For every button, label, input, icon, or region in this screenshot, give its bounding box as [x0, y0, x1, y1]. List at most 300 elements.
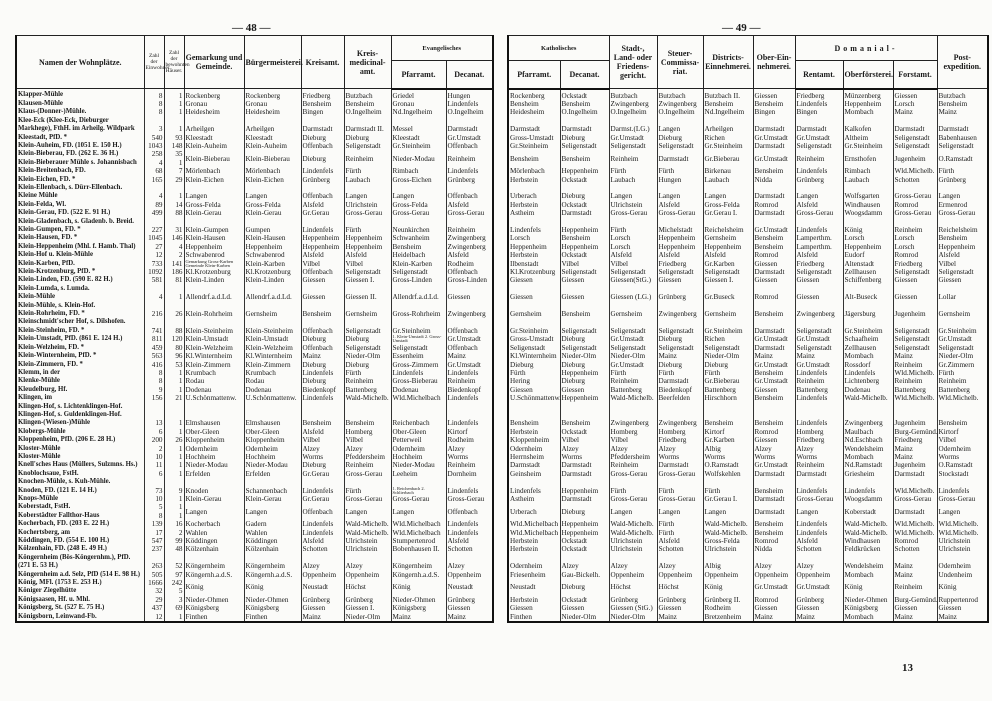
post-cell: Wld.Michelb.	[937, 394, 988, 402]
page-gutter	[493, 108, 508, 116]
ober-einnehmerei-cell: Bensheim	[753, 167, 795, 175]
districts-cell	[703, 218, 753, 226]
kath-decanat-cell: Heppenheim	[560, 394, 609, 402]
place-name: Klingen-Hof, s. Guldenklingen-Hof.	[16, 411, 144, 419]
page-gutter	[493, 100, 508, 108]
steuer-cell: Heppenheim	[657, 243, 703, 251]
post-cell: Ruppertenrod	[937, 596, 988, 604]
oberfoersterei-cell: Alt-Buseck	[843, 293, 893, 301]
post-cell: Butzbach	[937, 89, 988, 100]
buergermeisterei-cell: Langen	[244, 192, 301, 200]
page-gutter	[493, 579, 508, 587]
kath-decanat-cell: Heppenheim	[560, 520, 609, 528]
districts-cell: König	[703, 579, 753, 596]
einwohner-count: 32	[144, 587, 164, 595]
haeuser-count: 5	[164, 587, 184, 595]
place-name: Klein-Heppenheim (Mhl. f. Hamb. Thal)	[16, 243, 144, 251]
place-name: Klein-Steinheim, FD. *	[16, 327, 144, 335]
forstamt-cell: Seligenstadt	[893, 327, 937, 335]
place-name: Klein-Umstadt, PfD. (861 E. 124 H.)	[16, 335, 144, 343]
post-cell: Gernsheim	[937, 310, 988, 318]
districts-cell: Albig	[703, 445, 753, 453]
ev-decanat-cell: Offenbach	[446, 268, 493, 276]
page-gutter	[493, 596, 508, 604]
kreisamt-cell: Vilbel	[301, 436, 344, 444]
table-row	[16, 377, 988, 385]
ev-pfarramt-cell: König	[391, 579, 446, 596]
buergermeisterei-cell: Langen	[244, 503, 301, 520]
post-cell: Mainz	[937, 613, 988, 622]
oberfoersterei-cell: Heppenheim	[843, 243, 893, 251]
post-cell: Wld.Michelb.	[937, 520, 988, 528]
kreismedicinalamt-cell: Langen	[344, 192, 391, 200]
gemarkung-cell: König	[184, 579, 244, 596]
page-gutter	[493, 184, 508, 192]
ober-einnehmerei-cell: Darmstadt	[753, 495, 795, 503]
haeuser-count: 93	[164, 134, 184, 142]
einwohner-count: 68	[144, 167, 164, 175]
buergermeisterei-cell: Nieder-Ohmen	[244, 596, 301, 604]
kath-decanat-cell: Darmstadt	[560, 470, 609, 478]
place-name: Klein-Felda, Wl.	[16, 201, 144, 209]
steuer-cell: Fürth	[657, 369, 703, 377]
kreismedicinalamt-cell: Giessen II.	[344, 293, 391, 301]
gericht-cell: Laubach	[609, 176, 657, 184]
page-gutter	[493, 377, 508, 385]
rentamt-cell: Lindenfels	[795, 226, 843, 234]
gericht-cell: Giessen (LG.)	[609, 293, 657, 301]
oberfoersterei-cell: Nieder-Ohmen	[843, 596, 893, 604]
ober-einnehmerei-cell: Nidda	[753, 545, 795, 553]
forstamt-cell	[893, 184, 937, 192]
page-gutter	[493, 226, 508, 234]
forstamt-cell: Romrod	[893, 537, 937, 545]
haeuser-count	[164, 302, 184, 310]
kreisamt-cell: Alsfeld	[301, 428, 344, 436]
oberfoersterei-cell: Lindenfels	[843, 487, 893, 495]
ev-decanat-cell: Reinheim	[446, 461, 493, 469]
kreismedicinalamt-cell: Nieder-Olm	[344, 352, 391, 360]
kath-decanat-cell: Worms	[560, 453, 609, 461]
header-kreismedicinalamt: Kreis-medicinal-amt.	[344, 36, 391, 89]
gemarkung-cell: Schwabenrod	[184, 251, 244, 259]
gemarkung-cell: Nieder-Ohmen	[184, 596, 244, 604]
rentamt-cell: Gr.Umstadt	[795, 134, 843, 142]
rentamt-cell: Bingen	[795, 108, 843, 116]
table-row	[16, 419, 988, 427]
kreisamt-cell: Gr.Gerau	[301, 470, 344, 478]
gericht-cell: Homberg	[609, 428, 657, 436]
gemarkung-cell: Wahlen	[184, 529, 244, 537]
gemarkung-cell	[184, 302, 244, 310]
table-row	[16, 201, 988, 209]
einwohner-count: 416	[144, 361, 164, 369]
gericht-cell: Reinheim	[609, 461, 657, 469]
kath-pfarramt-cell	[508, 218, 560, 226]
kreisamt-cell: Alsfeld	[301, 537, 344, 545]
gericht-cell: Wald-Michelb.	[609, 394, 657, 402]
kreismedicinalamt-cell: Fürth	[344, 167, 391, 175]
einwohner-count: 437	[144, 604, 164, 612]
oberfoersterei-cell: Altheim	[843, 134, 893, 142]
kreismedicinalamt-cell	[344, 411, 391, 419]
place-name: Klein-Gerau, FD. (522 E. 91 H.)	[16, 209, 144, 217]
page-gutter	[493, 487, 508, 495]
ev-decanat-cell: Oppenheim	[446, 571, 493, 579]
ober-einnehmerei-cell	[753, 285, 795, 293]
kreismedicinalamt-cell: Bensheim	[344, 100, 391, 108]
header-kreisamt: Kreisamt.	[301, 36, 344, 89]
kreisamt-cell: Grünberg	[301, 596, 344, 604]
forstamt-cell: Darmstadt	[893, 503, 937, 520]
header-ober: Ober-Ein-nehmerei.	[753, 36, 795, 89]
kreisamt-cell: Alsfeld	[301, 201, 344, 209]
place-name: Klein-Krotzenburg, PfD. *	[16, 268, 144, 276]
table-row	[16, 579, 988, 587]
einwohner-count	[144, 218, 164, 226]
einwohner-count: 10	[144, 495, 164, 503]
districts-cell: Arheilgen	[703, 117, 753, 134]
forstamt-cell: Jugenheim	[893, 419, 937, 427]
ev-pfarramt-cell	[391, 184, 446, 192]
kreisamt-cell: Bensheim	[301, 310, 344, 318]
oberfoersterei-cell	[843, 478, 893, 486]
buergermeisterei-cell	[244, 411, 301, 419]
ev-pfarramt-cell: Nd.Ingelheim	[391, 108, 446, 116]
kath-decanat-cell: Heppenheim	[560, 243, 609, 251]
ev-pfarramt-cell: Nieder-Modau	[391, 150, 446, 167]
gericht-cell: Gross-Gerau	[609, 495, 657, 503]
gericht-cell: Nieder-Olm	[609, 613, 657, 622]
einwohner-count: 8	[144, 100, 164, 108]
haeuser-count: 53	[164, 361, 184, 369]
steuer-cell: Dieburg	[657, 361, 703, 369]
oberfoersterei-cell: Mombach	[843, 571, 893, 579]
table-row	[16, 134, 988, 142]
haeuser-count: 52	[164, 554, 184, 571]
ev-decanat-cell	[446, 285, 493, 293]
kath-decanat-cell: O.Ingelheim	[560, 108, 609, 116]
kath-decanat-cell	[560, 285, 609, 293]
kath-decanat-cell: Ockstadt	[560, 176, 609, 184]
gericht-cell: Langen	[609, 503, 657, 520]
kreisamt-cell: Lindenfels	[301, 369, 344, 377]
gericht-cell: Seligenstadt	[609, 327, 657, 335]
kath-decanat-cell: Seligenstadt	[560, 327, 609, 335]
place-name: Knops-Mühle	[16, 495, 144, 503]
gericht-cell: Höchst	[609, 579, 657, 596]
einwohner-count: 505	[144, 571, 164, 579]
haeuser-count: 3	[164, 596, 184, 604]
districts-cell: Ulrichstein	[703, 545, 753, 553]
kreismedicinalamt-cell: Wald-Michelb.	[344, 520, 391, 528]
forstamt-cell: Schotten	[893, 176, 937, 184]
steuer-cell: Hungen	[657, 176, 703, 184]
page-gutter	[493, 571, 508, 579]
gemarkung-cell	[184, 285, 244, 293]
steuer-cell: Michelstadt	[657, 226, 703, 234]
haeuser-count: 1	[164, 428, 184, 436]
table-row	[16, 293, 988, 301]
einwohner-count: 17	[144, 529, 164, 537]
steuer-cell: Heppenheim	[657, 234, 703, 242]
table-row	[16, 251, 988, 259]
ober-einnehmerei-cell: Gr.Umstadt	[753, 134, 795, 142]
kath-pfarramt-cell: Giessen	[508, 386, 560, 394]
buergermeisterei-cell	[244, 218, 301, 226]
rentamt-cell: Schotten	[795, 545, 843, 553]
kreismedicinalamt-cell	[344, 184, 391, 192]
steuer-cell: Darmstadt	[657, 150, 703, 167]
post-cell: Odernheim	[937, 445, 988, 453]
place-name: Königsborn, Leinwand-Fb.	[16, 613, 144, 622]
kreisamt-cell: Oppenheim	[301, 571, 344, 579]
kath-pfarramt-cell: Urberach	[508, 503, 560, 520]
page-gutter	[493, 318, 508, 326]
kreisamt-cell: Gr.Gerau	[301, 495, 344, 503]
kath-decanat-cell: Seligenstadt	[560, 142, 609, 150]
ev-decanat-cell: Alzey	[446, 554, 493, 571]
gemarkung-cell: Gemarkung Gross-Karben Gemeinde Klein-Karben	[184, 260, 244, 268]
buergermeisterei-cell: Schannenbach	[244, 487, 301, 495]
gericht-cell: Gr.Umstadt	[609, 134, 657, 142]
districts-cell: Gernsheim	[703, 310, 753, 318]
districts-cell: Worms	[703, 453, 753, 461]
table-row	[16, 596, 988, 604]
kreisamt-cell: Vilbel	[301, 260, 344, 268]
rentamt-cell: Alzey	[795, 554, 843, 571]
gemarkung-cell: Heidesheim	[184, 108, 244, 116]
table-row	[16, 478, 988, 486]
place-name: Koberstädter Fallthor-Haus	[16, 512, 144, 520]
rentamt-cell	[795, 318, 843, 326]
table-row	[16, 234, 988, 242]
buergermeisterei-cell: Gadern	[244, 520, 301, 528]
haeuser-count: 80	[164, 344, 184, 352]
buergermeisterei-cell: Rockenberg	[244, 89, 301, 100]
gericht-cell: Seligenstadt	[609, 268, 657, 276]
haeuser-count: 31	[164, 226, 184, 234]
districts-cell: Alsfeld	[703, 251, 753, 259]
einwohner-count	[144, 285, 164, 293]
gemarkung-cell: Königsberg	[184, 604, 244, 612]
buergermeisterei-cell: Nieder-Modau	[244, 461, 301, 469]
buergermeisterei-cell: Dodenau	[244, 386, 301, 394]
place-name: Königsberg, St. (527 E. 75 H.)	[16, 604, 144, 612]
gericht-cell: Fürth	[609, 226, 657, 234]
post-cell: Mainz	[937, 108, 988, 116]
buergermeisterei-cell: Köddingen	[244, 537, 301, 545]
table-row	[16, 243, 988, 251]
districts-cell: Kirtorf	[703, 428, 753, 436]
kath-pfarramt-cell: Wld.Michelbach	[510, 520, 559, 529]
kreisamt-cell: Alzey	[301, 554, 344, 571]
ober-einnehmerei-cell: Gr.Umstadt	[753, 377, 795, 385]
header-katholisch: Katholisches	[508, 36, 609, 61]
page-gutter	[493, 613, 508, 622]
oberfoersterei-cell: Nd.Ramstadt	[843, 461, 893, 469]
haeuser-count: 88	[164, 327, 184, 335]
ev-pfarramt-cell: Dodenau	[391, 386, 446, 394]
oberfoersterei-cell: Münzenberg	[843, 89, 893, 100]
haeuser-count: 1	[164, 495, 184, 503]
haeuser-count: 97	[164, 571, 184, 579]
table-row	[16, 369, 988, 377]
steuer-cell: Langen	[657, 117, 703, 134]
page-gutter	[493, 386, 508, 394]
rentamt-cell: Alzey	[795, 445, 843, 453]
haeuser-count: 1	[164, 117, 184, 134]
einwohner-count: 6	[144, 428, 164, 436]
steuer-cell: Alsfeld	[657, 251, 703, 259]
page-gutter	[493, 201, 508, 209]
kreismedicinalamt-cell	[344, 218, 391, 226]
haeuser-count: 1	[164, 100, 184, 108]
post-cell	[937, 478, 988, 486]
kreismedicinalamt-cell: Heppenheim	[344, 234, 391, 242]
districts-cell: Gross-Felda	[703, 537, 753, 545]
kath-decanat-cell: Dieburg	[560, 579, 609, 596]
kath-decanat-cell: Ockstadt	[560, 428, 609, 436]
table-row	[16, 428, 988, 436]
post-cell: Odernheim	[937, 554, 988, 571]
districts-cell: Gr.Buseck	[703, 293, 753, 301]
place-name: Kölzenhain, FD. (248 E. 49 H.)	[16, 545, 144, 553]
gericht-cell: Oppenheim	[609, 571, 657, 579]
table-row	[16, 503, 988, 511]
forstamt-cell: Giessen	[893, 293, 937, 301]
gemarkung-cell: Klein-Zimmern	[184, 361, 244, 369]
rentamt-cell	[795, 184, 843, 192]
kath-decanat-cell: Dieburg	[560, 134, 609, 142]
einwohner-count: 165	[144, 176, 164, 184]
steuer-cell: Zwingenberg	[657, 419, 703, 427]
kreismedicinalamt-cell: O.Ingelheim	[344, 108, 391, 116]
districts-cell: Gross-Felda	[703, 201, 753, 209]
forstamt-cell	[893, 478, 937, 486]
kreismedicinalamt-cell: Dieburg	[344, 361, 391, 369]
post-cell: Fürth	[937, 167, 988, 175]
header-post: Post-expedition.	[937, 36, 988, 89]
kath-pfarramt-cell: Kloppenheim	[508, 436, 560, 444]
forstamt-cell	[893, 403, 937, 411]
gemarkung-cell: Klein-Hausen	[184, 234, 244, 242]
steuer-cell: Alzey	[657, 554, 703, 571]
districts-cell	[703, 285, 753, 293]
districts-cell: Wald-Michelb.	[703, 529, 753, 537]
districts-cell: Nieder-Olm	[703, 352, 753, 360]
gemarkung-cell	[184, 318, 244, 326]
haeuser-count: 146	[164, 234, 184, 242]
place-name: Klingen, im	[16, 394, 144, 402]
steuer-cell: Langen	[657, 192, 703, 200]
gericht-cell: Ulrichstein	[609, 545, 657, 553]
page-gutter	[493, 529, 508, 537]
kath-pfarramt-cell: U.Schönmattenw.	[510, 394, 562, 403]
kath-decanat-cell: Giessen	[560, 293, 609, 301]
forstamt-cell: Burg-Gemünd.	[894, 595, 938, 604]
kath-pfarramt-cell: Gr.Steinheim	[508, 142, 560, 150]
rentamt-cell: Mainz	[795, 613, 843, 622]
post-cell	[937, 318, 988, 326]
districts-cell: Bensheim	[703, 100, 753, 108]
haeuser-count: 1	[164, 503, 184, 511]
place-name: Klein-Hausen, FD. *	[16, 234, 144, 242]
haeuser-count: 1	[164, 386, 184, 394]
kreismedicinalamt-cell: Ulrichstein	[344, 545, 391, 553]
rentamt-cell: Giessen	[795, 293, 843, 301]
forstamt-cell: Reinheim	[893, 361, 937, 369]
page-gutter	[493, 134, 508, 142]
einwohner-count: 9	[144, 386, 164, 394]
rentamt-cell: Alsfeld	[795, 251, 843, 259]
post-cell: König	[937, 579, 988, 596]
ober-einnehmerei-cell: Bingen	[753, 108, 795, 116]
forstamt-cell: Mainz	[893, 108, 937, 116]
page-gutter	[493, 218, 508, 226]
districts-cell: Gr.Gerau I.	[703, 495, 753, 503]
place-name: Klein-Ellenbach, s. Dürr-Ellenbach.	[16, 184, 144, 192]
kreisamt-cell: Worms	[301, 453, 344, 461]
oberfoersterei-cell: Ernsthofen	[843, 150, 893, 167]
haeuser-count: 242	[164, 579, 184, 587]
ober-einnehmerei-cell: Darmstadt	[753, 344, 795, 352]
steuer-cell: Friedberg	[657, 436, 703, 444]
ober-einnehmerei-cell: Romrod	[753, 428, 795, 436]
kath-pfarramt-cell: Lindenfels	[508, 226, 560, 234]
oberfoersterei-cell: Nd.Eschbach	[843, 436, 893, 444]
forstamt-cell: Romrod	[893, 251, 937, 259]
place-name: Knoden, FD. (121 E. 14 H.)	[16, 487, 144, 495]
post-cell: Bensheim	[937, 234, 988, 242]
table-row	[16, 529, 988, 537]
steuer-cell: Höchst	[657, 579, 703, 596]
place-name: Kloppenheim, PfD. (206 E. 28 H.)	[16, 436, 144, 444]
kath-decanat-cell: Giessen	[560, 386, 609, 394]
post-cell: Grünberg	[937, 176, 988, 184]
ev-decanat-cell	[446, 411, 493, 419]
page-gutter	[493, 461, 508, 469]
gericht-cell: Darmst.(LG.)	[609, 117, 657, 134]
post-cell: Gr.Zimmern	[937, 361, 988, 369]
ev-decanat-cell: Mainz	[446, 613, 493, 622]
haeuser-count: 35	[164, 150, 184, 158]
haeuser-count: 4	[164, 243, 184, 251]
rentamt-cell: Mainz	[795, 352, 843, 360]
page-gutter	[493, 394, 508, 402]
ev-pfarramt-cell: Klein-Karben	[391, 260, 446, 268]
ober-einnehmerei-cell: Bensheim	[753, 419, 795, 427]
post-cell	[937, 218, 988, 226]
gemarkung-cell: Kölzenhain	[184, 545, 244, 553]
oberfoersterei-cell	[843, 411, 893, 419]
ev-pfarramt-cell: Köngernh.a.d.S.	[391, 571, 446, 579]
kath-decanat-cell: Ockstadt	[560, 545, 609, 553]
rentamt-cell: Seligenstadt	[795, 268, 843, 276]
post-cell: Wld.Michelb.	[937, 529, 988, 537]
ober-einnehmerei-cell: Darmstadt	[753, 268, 795, 276]
header-evangelisch: Evangelisches	[391, 36, 493, 61]
forstamt-cell: Romrod	[893, 201, 937, 209]
gemarkung-cell: Langen	[184, 503, 244, 520]
buergermeisterei-cell: Rodau	[244, 377, 301, 385]
ev-pfarramt-cell	[391, 318, 446, 326]
kreismedicinalamt-cell	[344, 302, 391, 310]
kreisamt-cell: Heppenheim	[301, 243, 344, 251]
ober-einnehmerei-cell	[753, 411, 795, 419]
kreismedicinalamt-cell: Grünberg	[344, 596, 391, 604]
ober-einnehmerei-cell: Gr.Umstadt	[753, 361, 795, 369]
